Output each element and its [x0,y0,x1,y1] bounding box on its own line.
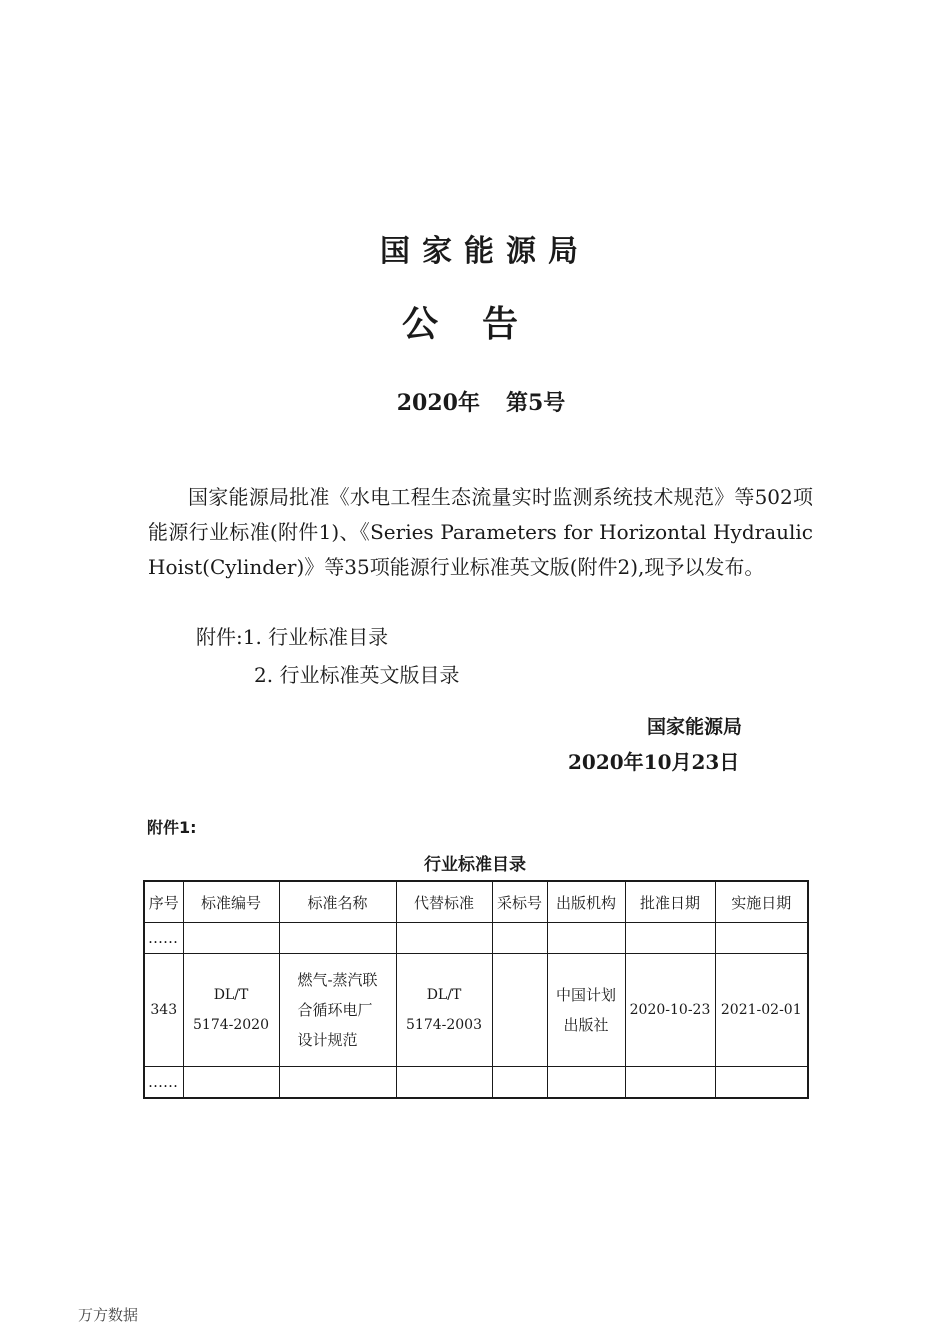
cell-name-line1: 燃气-蒸汽联 [297,971,378,989]
attachment-list-2: 2. 行业标准英文版目录 [254,663,460,687]
cell-publisher-line2: 出版社 [563,1016,609,1034]
table-title: 行业标准目录 [424,855,526,875]
col-header-publisher: 出版机构 [547,881,625,923]
announcement-paragraph: 国家能源局批准《水电工程生态流量实时监测系统技术规范》等502项能源行业标准(附件1)、《Series Parameters for Horizontal Hydraulic Hoist(Cylinder)》等35项能源行业标准英文版(附件2),现予以发布。 [148,485,813,579]
cell-replace [396,954,492,1067]
col-header-replace: 代替标准 [396,881,492,923]
cell-publisher [547,954,625,1067]
signature-date: 2020年10月23日 [568,750,740,774]
table-header-row [144,881,808,923]
issue-number [0,386,950,417]
signer: 国家能源局 [647,716,743,738]
attachment-list-1: 附件:1. 行业标准目录 [196,625,389,649]
cell-name-line2: 合循环电厂 [297,1001,373,1019]
announcement-body [148,480,813,585]
cell-seq: 343 [144,954,183,1067]
col-header-approve: 批准日期 [625,881,715,923]
agency-title: 国家能源局 [380,234,590,269]
cell-approve-date: 2020-10-23 [625,954,715,1067]
cell-replace-line1: DL/T [426,987,462,1003]
cell-adopted [492,954,547,1067]
col-header-seq: 序号 [144,881,183,923]
standards-table [143,880,809,1099]
cell-name [279,954,396,1067]
table-row [144,954,808,1067]
col-header-name: 标准名称 [279,881,396,923]
issue-year: 2020年 [396,390,480,416]
cell-code-line1: DL/T [213,987,249,1003]
ellipsis-cell: …… [144,1067,183,1099]
col-header-adopted: 采标号 [492,881,547,923]
document-type: 公告 [401,304,562,345]
issue-no: 第5号 [505,390,566,416]
col-header-effective: 实施日期 [715,881,808,923]
cell-publisher-line1: 中国计划 [555,986,616,1004]
annex-label: 附件1: [147,818,197,837]
cell-effective-date: 2021-02-01 [715,954,808,1067]
watermark: 万方数据 [78,1306,139,1324]
cell-code [183,954,279,1067]
ellipsis-cell: …… [144,923,183,954]
col-header-code: 标准编号 [183,881,279,923]
cell-code-line2: 5174-2020 [193,1017,269,1033]
cell-replace-line2: 5174-2003 [406,1017,482,1033]
cell-name-line3: 设计规范 [297,1031,358,1049]
table-row-ellipsis-top [144,923,808,954]
table-row-ellipsis-bottom [144,1067,808,1099]
